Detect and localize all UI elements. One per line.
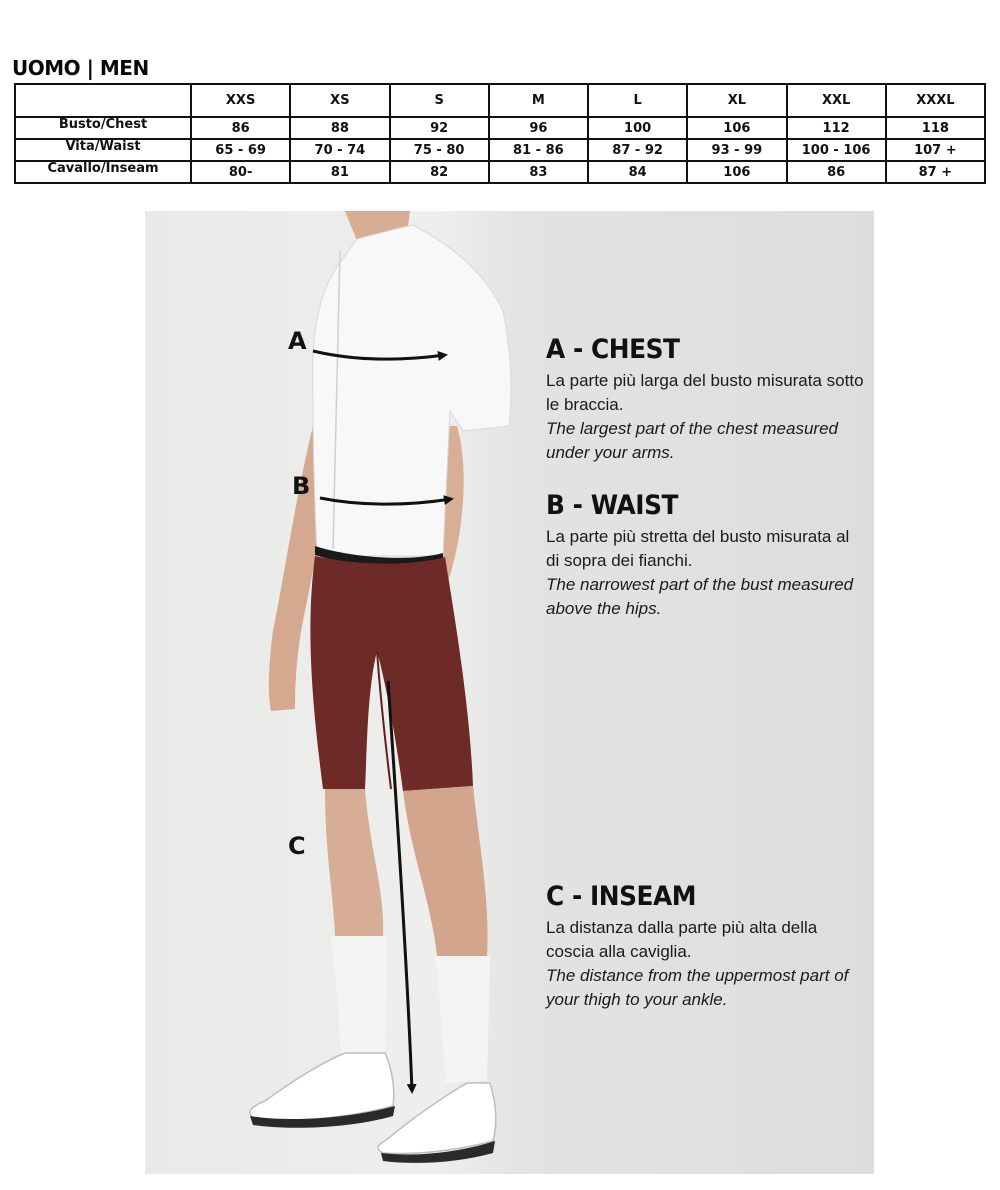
table-row-waist	[15, 139, 985, 161]
table-cell: 81 - 86	[489, 139, 588, 161]
table-row-chest	[15, 117, 985, 139]
size-chart-table	[14, 83, 986, 184]
sock-right	[435, 956, 490, 1083]
chest-section	[546, 334, 866, 465]
sock-left	[331, 936, 387, 1061]
table-cell: 81	[290, 161, 389, 183]
table-cell: 87 - 92	[588, 139, 687, 161]
table-cell: 80-	[191, 161, 290, 183]
table-row-inseam	[15, 161, 985, 183]
chest-text-en: The largest part of the chest measured under your arms.	[546, 419, 838, 462]
size-header-s: S	[390, 84, 489, 117]
table-cell: 86	[191, 117, 290, 139]
table-cell: 88	[290, 117, 389, 139]
waist-text-en: The narrowest part of the bust measured above the hips.	[546, 575, 854, 618]
table-cell: 87 +	[886, 161, 985, 183]
marker-b: B	[292, 472, 311, 500]
table-cell: 106	[687, 161, 786, 183]
table-cell: 82	[390, 161, 489, 183]
size-header-m: M	[489, 84, 588, 117]
table-cell: 118	[886, 117, 985, 139]
inseam-text-en: The distance from the uppermost part of your thigh to your ankle.	[546, 966, 849, 1009]
marker-c: C	[288, 832, 306, 860]
table-cell: 107 +	[886, 139, 985, 161]
waist-section	[546, 490, 866, 621]
shoe-right	[378, 1083, 496, 1154]
row-label-chest: Busto/Chest	[15, 117, 191, 139]
table-cell: 75 - 80	[390, 139, 489, 161]
inseam-text-it: La distanza dalla parte più alta della coscia alla caviglia.	[546, 918, 818, 961]
shoe-left	[250, 1053, 394, 1120]
size-header-l: L	[588, 84, 687, 117]
inseam-section	[546, 881, 866, 1012]
size-header-xxl: XXL	[787, 84, 886, 117]
table-cell: 86	[787, 161, 886, 183]
size-header-xxxl: XXXL	[886, 84, 985, 117]
page-title: UOMO | MEN	[12, 56, 149, 80]
marker-a: A	[288, 327, 307, 355]
table-cell: 65 - 69	[191, 139, 290, 161]
table-corner-cell	[15, 84, 191, 117]
table-cell: 84	[588, 161, 687, 183]
table-cell: 112	[787, 117, 886, 139]
row-label-inseam: Cavallo/Inseam	[15, 161, 191, 183]
table-cell: 96	[489, 117, 588, 139]
table-cell: 70 - 74	[290, 139, 389, 161]
size-header-xs: XS	[290, 84, 389, 117]
table-cell: 92	[390, 117, 489, 139]
size-header-xxs: XXS	[191, 84, 290, 117]
waist-heading: B - WAIST	[546, 490, 678, 521]
jersey-shape	[313, 225, 511, 556]
table-cell: 100	[588, 117, 687, 139]
waist-text-it: La parte più stretta del busto misurata al di sopra dei fianchi.	[546, 527, 850, 570]
table-cell: 83	[489, 161, 588, 183]
table-header-row	[15, 84, 985, 117]
leg-right	[403, 786, 488, 956]
chest-heading: A - CHEST	[546, 334, 680, 365]
size-header-xl: XL	[687, 84, 786, 117]
table-cell: 93 - 99	[687, 139, 786, 161]
table-cell: 106	[687, 117, 786, 139]
row-label-waist: Vita/Waist	[15, 139, 191, 161]
leg-left	[325, 789, 383, 936]
table-cell: 100 - 106	[787, 139, 886, 161]
inseam-heading: C - INSEAM	[546, 881, 697, 912]
chest-text-it: La parte più larga del busto misurata sotto le braccia.	[546, 371, 864, 414]
